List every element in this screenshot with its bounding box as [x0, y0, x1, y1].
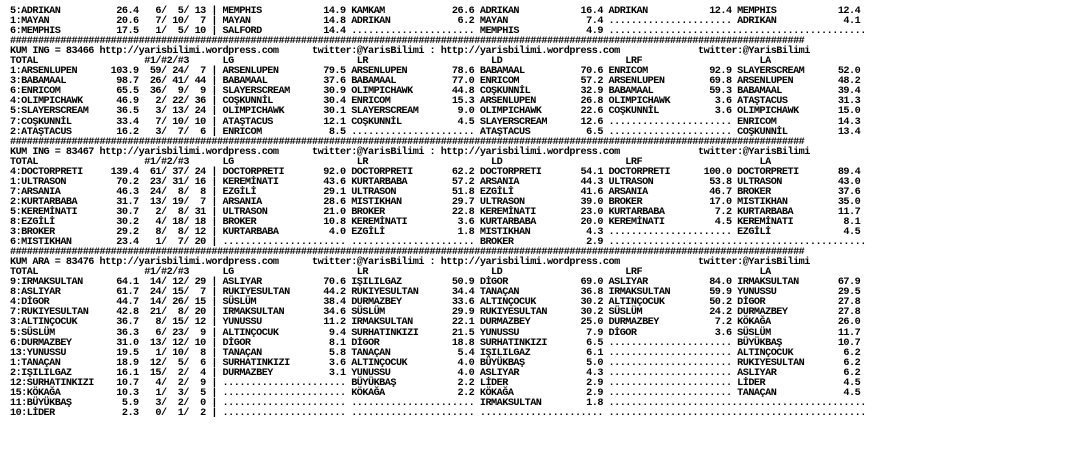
result-row: 4:DOCTORPRETI 139.4 61/ 37/ 24 | DOCTORPRETI 92.0 DOCTORPRETI 62.2 DOCTORPRETI 54.1 DOCTORPRETI 100.0 DOCTORPRETI 89.4: [10, 166, 861, 178]
result-row: 11:BÜYÜKBAŞ 5.9 3/ 2/ 0 | ...................... ...................... IRMAKSULTAN 1.8 ..............................................: [10, 397, 866, 409]
result-row: 8:EZGİLİ 30.2 4/ 18/ 18 | BROKER 10.8 KEREMİNATI 3.6 KURTARBABA 20.0 KEREMİNATI 4.5 KEREMİNATI 8.1: [10, 216, 861, 228]
result-row: 7:RUKIYESULTAN 42.8 21/ 8/ 20 | IRMAKSULTAN 34.6 SÜSLÜM 29.9 RUKIYESULTAN 30.2 SÜSLÜM 24.2 DURMAZBEY 27.8: [10, 307, 861, 319]
result-row: 12:SURHATINKIZI 10.7 4/ 2/ 9 | ...................... BÜYÜKBAŞ 2.2 LİDER 2.9 ...................... LİDER 4.5: [10, 377, 861, 389]
result-row: 5:SÜSLÜM 36.3 6/ 23/ 9 | ALTINÇOCUK 9.4 SURHATINKIZI 21.5 YUNUSSU 7.9 DİGOR 3.6 SÜSLÜM 11.7: [10, 327, 861, 339]
result-row: 1:MAYAN 20.6 7/ 10/ 7 | MAYAN 14.8 ADRIKAN 6.2 MAYAN 7.4 ...................... ADRIKAN 4.1: [10, 16, 861, 28]
result-row: 5:SLAYERSCREAM 36.5 3/ 13/ 24 | OLIMPICHAWK 30.1 SLAYERSCREAM 9.0 OLIMPICHAWK 22.6 COŞKUNNİL 3.6 OLIMPICHAWK 15.0: [10, 106, 861, 118]
result-row: 2:ATAŞTACUS 16.2 3/ 7/ 6 | ENRICOM 8.5 ...................... ATAŞTACUS 6.5 ...................... COŞKUNNİL 13.4: [10, 126, 861, 138]
race-header: KUM ARA = 83476 http://yarisbilimi.wordpress.com twitter:@YarisBilimi : http://yarisbilimi.wordpress.com twitter:@YarisBilimi: [10, 257, 810, 269]
section-separator: ##############################################################################################################################################: [10, 247, 805, 259]
result-row: 6:ENRICOM 65.5 36/ 9/ 9 | SLAYERSCREAM 30.9 OLIMPICHAWK 44.8 COŞKUNNİL 32.9 BABAMAAL 59.3 BABAMAAL 39.4: [10, 86, 861, 98]
result-row: 2:IŞILILGAZ 16.1 15/ 2/ 4 | DURMAZBEY 3.1 YUNUSSU 4.0 ASLIYAR 4.3 ...................... ASLIYAR 6.2: [10, 367, 861, 379]
result-row: 5:ADRIKAN 26.4 6/ 5/ 13 | MEMPHIS 14.9 KAMKAM 26.6 ADRIKAN 16.4 ADRIKAN 12.4 MEMPHIS 12.4: [10, 6, 861, 17]
result-row: 4:OLIMPICHAWK 46.9 2/ 22/ 36 | COŞKUNNİL 30.4 ENRICOM 15.3 ARSENLUPEN 26.8 OLIMPICHAWK 3.6 ATAŞTACUS 31.3: [10, 96, 861, 108]
result-row: 1:ARSENLUPEN 103.9 59/ 24/ 7 | ARSENLUPEN 79.5 ARSENLUPEN 78.6 BABAMAAL 70.6 ENRICOM 92.9 SLAYERSCREAM 52.0: [10, 66, 861, 78]
section-separator: ##############################################################################################################################################: [10, 136, 805, 148]
result-row: 4:DİGOR 44.7 14/ 26/ 15 | SÜSLÜM 38.4 DURMAZBEY 33.6 ALTINÇOCUK 30.2 ALTINÇOCUK 50.2 DİGOR 27.8: [10, 297, 861, 309]
result-row: 2:KURTARBABA 31.7 13/ 19/ 7 | ARSANIA 28.6 MISTIKHAN 29.7 ULTRASON 39.0 BROKER 17.0 MISTIKHAN 35.0: [10, 196, 861, 208]
race-header: KUM ING = 83466 http://yarisbilimi.wordpress.com twitter:@YarisBilimi : http://yarisbilimi.wordpress.com twitter:@YarisBilimi: [10, 46, 810, 58]
column-header-row: TOTAL #1/#2/#3 LG LR LD LRF LA: [10, 56, 771, 68]
result-row: 6:DURMAZBEY 31.0 13/ 12/ 10 | DİGOR 8.1 DİGOR 18.8 SURHATINKIZI 6.5 ...................... BÜYÜKBAŞ 10.7: [10, 337, 861, 349]
result-row: 1:TANAÇAN 18.9 12/ 5/ 6 | SURHATINKIZI 3.6 ALTINÇOCUK 4.0 BÜYÜKBAŞ 5.0 ...................... RUKIYESULTAN 6.2: [10, 357, 861, 369]
result-row: 3:BABAMAAL 98.7 26/ 41/ 44 | BABAMAAL 37.6 BABAMAAL 77.0 ENRICOM 57.2 ARSENLUPEN 69.8 ARSENLUPEN 48.2: [10, 76, 861, 88]
result-row: 7:ARSANIA 46.3 24/ 8/ 8 | EZGİLİ 29.1 ULTRASON 51.8 EZGİLİ 41.6 ARSANIA 46.7 BROKER 37.6: [10, 186, 861, 198]
result-row: 5:KEREMİNATI 30.7 2/ 8/ 31 | ULTRASON 21.0 BROKER 22.8 KEREMİNATI 23.0 KURTARBABA 7.2 KURTARBABA 11.7: [10, 206, 861, 218]
result-row: 10:LİDER 2.3 0/ 1/ 2 | ...................... ...................... ...................... ..............................................: [10, 407, 866, 419]
result-row: 6:MISTIKHAN 23.4 1/ 7/ 20 | ...................... ...................... BROKER 2.9 ..............................................: [10, 237, 866, 249]
result-row: 15:KÖKAĞA 10.3 1/ 3/ 5 | ...................... KÖKAĞA 2.2 KÖKAĞA 2.9 ...................... TANAÇAN 4.5: [10, 387, 861, 399]
column-header-row: TOTAL #1/#2/#3 LG LR LD LRF LA: [10, 267, 771, 279]
race-results-sheet: [10, 7, 866, 419]
race-header: KUM ING = 83467 http://yarisbilimi.wordpress.com twitter:@YarisBilimi : http://yarisbilimi.wordpress.com twitter:@YarisBilimi: [10, 146, 810, 158]
result-row: 6:MEMPHIS 17.5 1/ 5/ 10 | SALFORD 14.4 ...................... MEMPHIS 4.9 ..............................................: [10, 26, 866, 38]
section-separator: ##############################################################################################################################################: [10, 36, 805, 48]
column-header-row: TOTAL #1/#2/#3 LG LR LD LRF LA: [10, 156, 771, 168]
result-row: 7:COŞKUNNİL 33.4 7/ 10/ 10 | ATAŞTACUS 12.1 COŞKUNNİL 4.5 SLAYERSCREAM 12.6 ...................... ENRICOM 14.3: [10, 116, 861, 128]
result-row: 13:YUNUSSU 19.5 1/ 10/ 8 | TANAÇAN 5.8 TANAÇAN 5.4 IŞILILGAZ 6.1 ...................... ALTINÇOCUK 6.2: [10, 347, 861, 359]
result-row: 3:ALTINÇOCUK 36.7 8/ 15/ 12 | YUNUSSU 11.2 IRMAKSULTAN 22.1 DURMAZBEY 25.0 DURMAZBEY 7.2 KÖKAĞA 26.0: [10, 317, 861, 329]
result-row: 1:ULTRASON 70.2 23/ 31/ 16 | KEREMİNATI 43.6 KURTARBABA 57.2 ARSANIA 44.3 ULTRASON 53.8 ULTRASON 43.0: [10, 176, 861, 188]
result-row: 8:ASLIYAR 61.7 24/ 15/ 7 | RUKIYESULTAN 44.2 RUKIYESULTAN 34.4 TANAÇAN 36.8 IRMAKSULTAN 59.9 YUNUSSU 29.5: [10, 287, 861, 299]
result-row: 9:IRMAKSULTAN 64.1 14/ 12/ 29 | ASLIYAR 70.6 IŞILILGAZ 50.9 DİGOR 69.0 ASLIYAR 84.0 IRMAKSULTAN 67.9: [10, 277, 861, 289]
result-row: 3:BROKER 29.2 8/ 8/ 12 | KURTARBABA 4.0 EZGİLİ 1.8 MISTIKHAN 4.3 ...................... EZGİLİ 4.5: [10, 227, 861, 239]
